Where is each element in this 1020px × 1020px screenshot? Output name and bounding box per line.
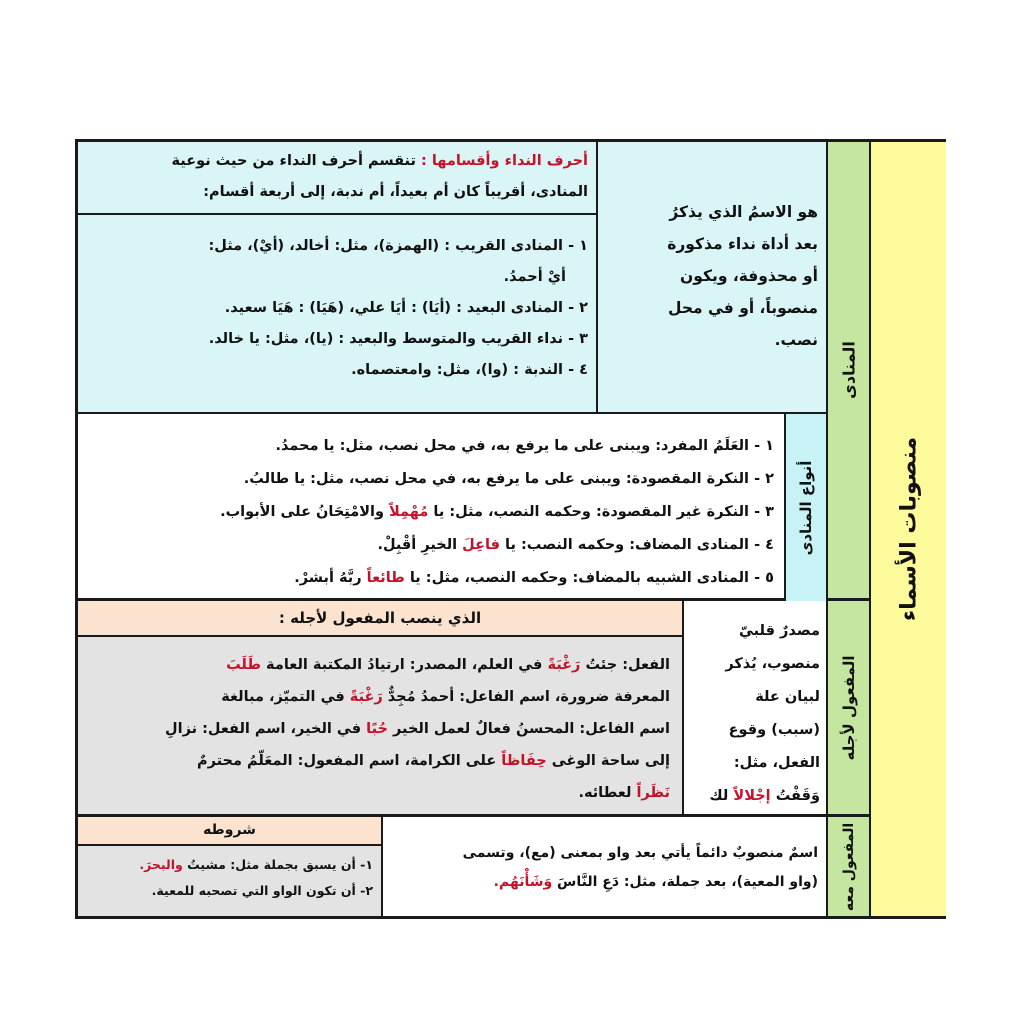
- munada-def-line: منصوباً، أو في محل: [667, 299, 818, 317]
- liajlih-def-line: لبيان علة: [755, 689, 820, 705]
- maah-def-line: [387, 868, 818, 897]
- nida-intro-text-1: تنقسم أحرف النداء من حيث نوعية: [171, 153, 416, 169]
- type-text: ٤ - المنادى المضاف: وحكمه النصب: يا: [499, 537, 774, 553]
- maah-cond-highlight: والبحرَ.: [139, 857, 183, 872]
- main-title-column: [869, 142, 946, 916]
- munada-def-line: نصب.: [774, 331, 818, 349]
- maah-condition-item: ٢- أن تكون الواو التي تصحبه للمعية.: [151, 883, 373, 898]
- type-example-highlight: فاعِلَ: [462, 537, 500, 553]
- grammar-table: [75, 139, 946, 919]
- type-text: ٥ - المنادى الشبيه بالمضاف: وحكمه النصب، مثل: يا: [404, 570, 774, 586]
- type-example-highlight: مُهْمِلاً: [389, 504, 429, 520]
- liajlih-text: لعطائه.: [578, 785, 637, 801]
- maah-conditions-list: [78, 846, 381, 916]
- liajlih-example-line: [84, 745, 670, 777]
- type-text: ٣ - النكرة غير المقصودة: وحكمه النصب، مثل: يا: [428, 504, 774, 520]
- liajlih-examples: [78, 637, 682, 817]
- nida-letter-item: أيْ أحمدُ.: [503, 269, 566, 285]
- liajlih-example-line: [84, 777, 670, 809]
- liajlih-def-text: وَقَفْتُ: [770, 788, 820, 804]
- liajlih-example-line: [84, 713, 670, 745]
- liajlih-text: في التميّز، مبالغة: [221, 689, 350, 705]
- liajlih-text: على الكرامة، اسم المفعول: المعَلّمُ محترمٌ: [196, 753, 502, 769]
- munada-types-section: [78, 412, 826, 601]
- munada-label-cell: [826, 142, 869, 601]
- liajlih-highlight: نَظَراً: [636, 785, 670, 801]
- munada-definition: [596, 142, 826, 412]
- mafool-maah-label-cell: [826, 817, 869, 916]
- liajlih-header-text: الذي ينصب المفعول لأجله :: [278, 609, 482, 627]
- liajlih-text: اسم الفاعل: المحسنُ فعالٌ لعمل الخير: [387, 721, 670, 737]
- liajlih-def-line: الفعل، مثل:: [733, 755, 820, 771]
- liajlih-def-line: (سبب) وقوع: [728, 722, 820, 738]
- nida-letter-item: ٣ - نداء القريب والمتوسط والبعيد : (يا)، مثل: يا خالد.: [208, 331, 588, 347]
- nida-intro-text-2: المنادى، أقريباً كان أم بعيداً، أم ندبة، إلى أربعة أقسام:: [203, 184, 588, 200]
- nida-intro-line-1: [84, 146, 588, 177]
- maah-conditions-header: [78, 817, 381, 846]
- liajlih-def-line: مصدرٌ قلبيّ: [738, 623, 820, 639]
- maah-cond-text: ١- أن يسبق بجملة مثل: مشيتُ: [182, 857, 373, 872]
- mafool-maah-label: المفعول معه: [840, 822, 857, 911]
- nida-letters-list: [78, 215, 596, 412]
- mafool-maah-definition: [381, 817, 826, 916]
- liajlih-def-example: [686, 780, 820, 813]
- maah-def-text: (واو المعية)، بعد جملة، مثل: دَعِ النَّاسَ: [552, 874, 818, 890]
- munada-types-label: أنواع المنادى: [797, 460, 815, 555]
- type-text: ١ - العَلَمُ المفرد: ويبنى على ما يرفع به، في محل نصب، مثل: يا محمدُ.: [275, 438, 774, 454]
- type-text: ربَّهُ أبشرْ.: [294, 570, 367, 586]
- nida-letter-item: ٤ - الندبة : (وا)، مثل: وامعتصماه.: [351, 362, 588, 378]
- liajlih-text: في الخير، اسم الفعل: نزالِ: [165, 721, 367, 737]
- nida-letters-title: أحرف النداء وأقسامها :: [421, 153, 588, 169]
- liajlih-highlight: طَلَبَ: [226, 657, 261, 673]
- munada-def-line: بعد أداة نداء مذكورة: [667, 235, 818, 253]
- nida-letter-item: ١ - المنادى القريب : (الهمزة)، مثل: أخالد، (أيْ)، مثل:: [208, 238, 588, 254]
- mafool-liajlih-definition: [682, 601, 826, 817]
- liajlih-example-line: [84, 649, 670, 681]
- type-text: والامْتِحَانُ على الأبواب.: [220, 504, 390, 520]
- munada-type-item: [82, 463, 774, 496]
- main-title: منصوبات الأسماء: [896, 436, 921, 622]
- maah-conditions-title: شروطه: [203, 822, 256, 838]
- munada-label: المنادى: [839, 341, 858, 399]
- nida-letter-item: ٢ - المنادى البعيد : (أيَا) : أيَا علي، (هَيَا) : هَيَا سعيد.: [224, 300, 588, 316]
- liajlih-text: المعرفة ضرورة، اسم الفاعل: أحمدُ مُجِدٌّ: [382, 689, 670, 705]
- munada-def-line: أو محذوفة، ويكون: [680, 267, 818, 285]
- liajlih-text: في العلم، المصدر: ارتيادُ المكتبة العامة: [261, 657, 548, 673]
- liajlih-highlight: حُبًا: [366, 721, 388, 737]
- liajlih-highlight: حِفَاظاً: [501, 753, 547, 769]
- liajlih-highlight: رَغْبَةً: [547, 657, 581, 673]
- munada-type-item: [82, 529, 774, 562]
- mafool-liajlih-label-cell: [826, 601, 869, 817]
- liajlih-def-line: منصوب، يُذكر: [725, 656, 820, 672]
- liajlih-example-line: [84, 681, 670, 713]
- munada-types-label-cell: [784, 414, 826, 601]
- liajlih-highlight: رَغْبَةً: [349, 689, 383, 705]
- liajlih-header: [78, 601, 682, 637]
- maah-def-highlight: وَشَأْنَهُم.: [493, 874, 553, 890]
- type-text: ٢ - النكرة المقصودة: ويبنى على ما يرفع به، في محل نصب، مثل: يا طالبُ.: [243, 471, 774, 487]
- liajlih-text: الفعل: جئتُ: [580, 657, 670, 673]
- liajlih-def-text: لك: [709, 788, 734, 804]
- mafool-liajlih-label: المفعول لأجله: [839, 655, 858, 760]
- munada-def-line: هو الاسمُ الذي يذكرُ: [669, 203, 818, 221]
- munada-type-item: [82, 562, 774, 595]
- maah-def-line: اسمٌ منصوبٌ دائماً يأتي بعد واو بمعنى (مع)، وتسمى: [462, 845, 818, 861]
- liajlih-text: إلى ساحة الوغى: [546, 753, 670, 769]
- maah-condition-item: [82, 852, 373, 878]
- liajlih-def-highlight: إجْلالاً: [733, 788, 771, 804]
- type-example-highlight: طائعاً: [366, 570, 405, 586]
- munada-type-item: [82, 430, 774, 463]
- nida-letters-intro: [78, 142, 596, 215]
- munada-types-list: [78, 414, 784, 601]
- type-text: الخيرِ أقْبِلْ.: [377, 537, 463, 553]
- munada-type-item: [82, 496, 774, 529]
